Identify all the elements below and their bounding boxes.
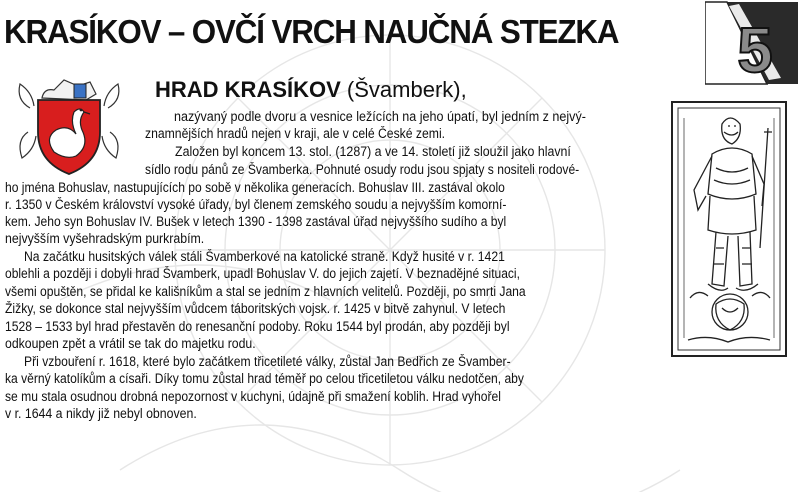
knight-tombstone-illustration xyxy=(668,98,790,360)
body-line: Založen byl koncem 13. stol. (1287) a ve 14. století již sloužil jako hlavní xyxy=(175,144,571,159)
body-line: 1528 – 1533 byl hrad přestavěn do renesanční podoby. Roku 1544 byl prodán, aby později byl xyxy=(5,319,510,334)
body-line: se mu stala osudnou drobná nepozornost v kuchyni, údajně při smažení koblih. Hrad vyhořel xyxy=(5,389,501,404)
heading-castle-name: HRAD KRASÍKOV xyxy=(155,77,341,102)
heading-suffix: (Švamberk), xyxy=(340,77,467,102)
body-line: ho jména Bohuslav, nastupujících po sobě v několika generacích. Bohuslav III. zastával okolo xyxy=(5,180,505,195)
section-heading xyxy=(155,76,467,104)
stop-number-badge xyxy=(705,0,800,86)
body-line: Na začátku husitských válek stáli Švamberkové na katolické straně. Když husité v r. 1421 xyxy=(24,249,505,264)
body-line: všemi opuštěn, se přidal ke kališníkům a stal se jedním z hlavních velitelů. Později, po smrti Jana xyxy=(5,284,526,299)
body-line: kem. Jeho syn Bohuslav IV. Bušek v letech 1390 - 1398 zastával úřad nejvyššího sudího a byl xyxy=(5,214,507,229)
stop-number: 5 xyxy=(737,14,773,86)
body-line: sídlo rodu pánů ze Švamberka. Pohnuté osudy rodu jsou spjaty s nositeli rodové- xyxy=(145,162,580,177)
body-line: znamnějších hradů nejen v kraji, ale v celé České zemi. xyxy=(145,126,446,141)
body-line: odkoupen zpět a vrátil se tak do majetku rodu. xyxy=(5,336,256,351)
body-line: r. 1350 v Českém království vysoké úřady, byl členem zemského soudu a nejvyšším komorní- xyxy=(5,197,507,212)
coat-of-arms-swan-icon xyxy=(14,70,124,182)
body-line: nejvyšším vyšehradským purkrabím. xyxy=(5,231,205,246)
body-line: ka věrný katolíkům a císaři. Díky tomu zůstal hrad téměř po celou třicetiletou válku nedotčen, aby xyxy=(5,371,524,386)
body-line: oblehli a později i dobyli hrad Švamberk, upadl Bohuslav V. do jejich zajetí. V beznadějné situaci, xyxy=(5,266,520,281)
page-title: KRASÍKOV – OVČÍ VRCH NAUČNÁ STEZKA xyxy=(4,13,619,50)
body-line: Žižky, se dokonce stal nejvyšším vůdcem táboritských vojsk. r. 1425 v bitvě zahynul. V letech xyxy=(5,301,506,316)
body-line: v r. 1644 a nikdy již nebyl obnoven. xyxy=(5,406,197,421)
body-line: Při vzbouření r. 1618, které bylo začátkem třicetileté války, zůstal Jan Bedřich ze Švamber- xyxy=(24,354,511,369)
body-line: nazývaný podle dvoru a vesnice ležících na jeho úpatí, byl jedním z nejvý- xyxy=(174,109,586,124)
